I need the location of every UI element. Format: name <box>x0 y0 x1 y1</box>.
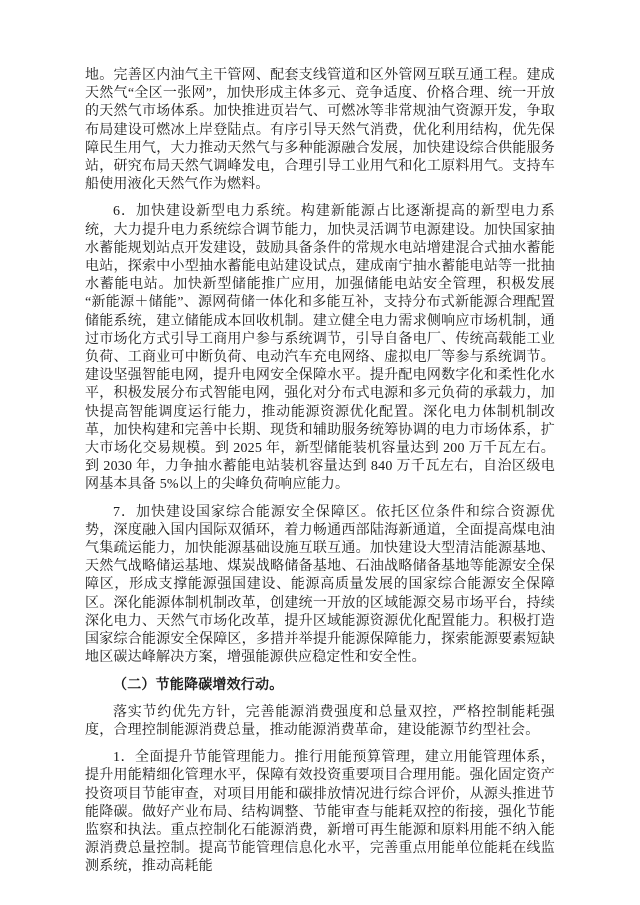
document-text-block <box>85 67 555 877</box>
paragraph-item-6-new-power-system: 6．加快建设新型电力系统。构建新能源占比逐渐提高的新型电力系统，大力提升电力系统综合调节能力，加快灵活调节电源建设。加快国家抽水蓄能规划站点开发建设，鼓励具备条件的常规水电站增建混合式抽水蓄能电站，探索中小型抽水蓄能电站建设试点，建成南宁抽水蓄能电站等一批抽水蓄能电站。加快新型储能推广应用，加强储能电站安全管理，积极发展“新能源＋储能”、源网荷储一体化和多能互补，支持分布式新能源合理配置储能系统，建立储能成本回收机制。建立健全电力需求侧响应市场机制，通过市场化方式引导工商用户参与系统调节，引导自备电厂、传统高载能工业负荷、工商业可中断负荷、电动汽车充电网络、虚拟电厂等参与系统调节。建设坚强智能电网，提升电网安全保障水平。提升配电网数字化和柔性化水平，积极发展分布式智能电网，强化对分布式电源和多元负荷的承载力，加快提高智能调度运行能力，推动能源资源优化配置。深化电力体制机制改革，加快构建和完善中长期、现货和辅助服务统筹协调的电力市场体系，扩大市场化交易规模。到 2025 年，新型储能装机容量达到 200 万千瓦左右。到 2030 年，力争抽水蓄能电站装机容量达到 840 万千瓦左右，自治区级电网基本具备 5%以上的尖峰负荷响应能力。 <box>85 204 555 493</box>
paragraph-item-1-energy-management: 1．全面提升节能管理能力。推行用能预算管理，建立用能管理体系，提升用能精细化管理水平，保障有效投资重要项目合理用能。强化固定资产投资项目节能审查，对项目用能和碳排放情况进行综合评价，从源头推进节能降碳。做好产业布局、结构调整、节能审查与能耗双控的衔接，强化节能监察和执法。重点控制化石能源消费，新增可再生能源和原料用能不纳入能源消费总量控制。提高节能管理信息化水平，完善重点用能单位能耗在线监测系统，推动高耗能 <box>85 750 555 875</box>
paragraph-item-7-energy-security-zone: 7．加快建设国家综合能源安全保障区。依托区位条件和综合资源优势，深度融入国内国际双循环，着力畅通西部陆海新通道，全面提高煤电油气集疏运能力，加快能源基础设施互联互通。加快建设大型清洁能源基地、天然气战略储运基地、煤炭战略储备基地、石油战略储备基地等能源安全保障区，形成支撑能源强国建设、能源高质量发展的国家综合能源安全保障区。深化能源体制机制改革，创建统一开放的区域能源交易市场平台，持续深化电力、天然气市场化改革，提升区域能源资源优化配置能力。积极打造国家综合能源安全保障区，多措并举提升能源保障能力，探索能源要素短缺地区碳达峰解决方案，增强能源供应稳定性和安全性。 <box>85 504 555 666</box>
section-heading-energy-saving-action: （二）节能降碳增效行动。 <box>113 677 284 693</box>
paragraph-section-2-intro: 落实节约优先方针，完善能源消费强度和总量双控，严格控制能耗强度，合理控制能源消费总量，推动能源消费革命，建设能源节约型社会。 <box>85 704 555 738</box>
paragraph-natural-gas-continuation: 地。完善区内油气主干管网、配套支线管道和区外管网互联互通工程。建成天然气“全区一张网”，加快形成主体多元、竞争适度、价格合理、统一开放的天然气市场体系。加快推进页岩气、可燃冰等非常规油气资源开发，争取布局建设可燃冰上岸登陆点。有序引导天然气消费，优化利用结构，优先保障民生用气，大力推动天然气与多种能源融合发展，加快建设综合供能服务站，研究布局天然气调峰发电，合理引导工业用气和化工原料用气。支持车船使用液化天然气作为燃料。 <box>85 68 555 193</box>
